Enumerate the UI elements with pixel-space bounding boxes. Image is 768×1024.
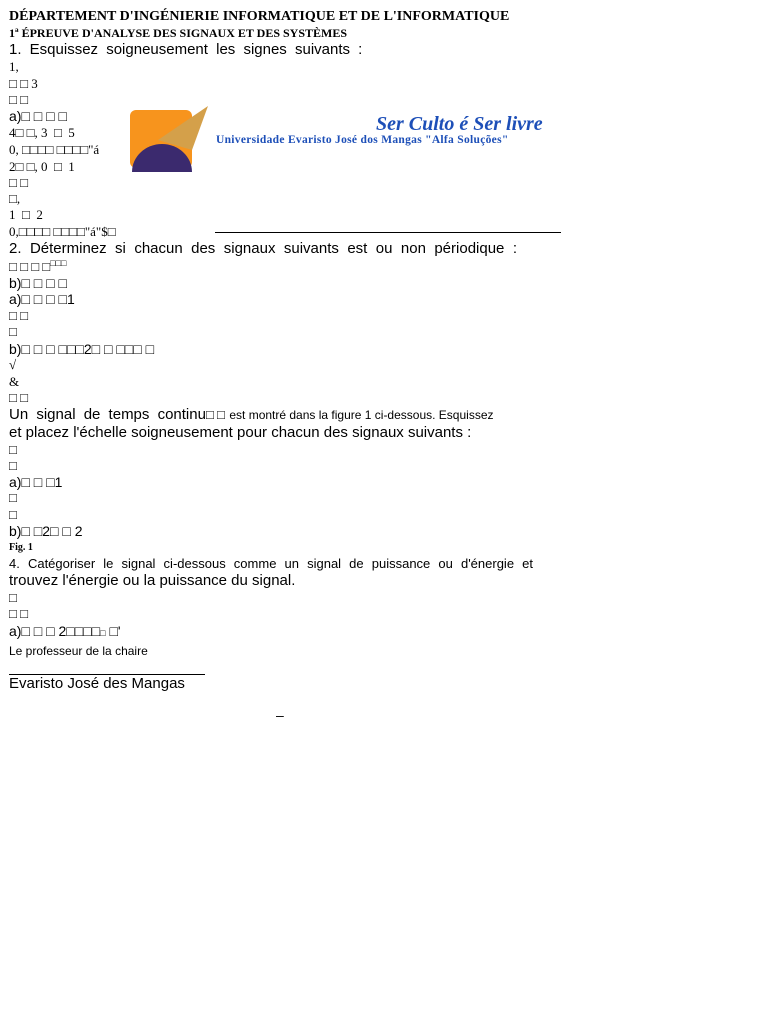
q1-line: 4□ □, 3 □ 5 <box>9 125 75 140</box>
department-heading: DÉPARTEMENT D'INGÉNIERIE INFORMATIQUE ET DE L'INFORMATIQUE <box>9 9 510 24</box>
q2-line: a)□ □ □ □1 <box>9 291 75 307</box>
q2-line: □ <box>9 324 17 339</box>
q1-line: 2□ □, 0 □ 1 <box>9 159 75 174</box>
q3-line: □ <box>9 507 17 522</box>
university-motto: Ser Culto é Ser livre <box>376 113 543 135</box>
question-3-intro <box>9 407 494 423</box>
q4-line <box>9 624 121 638</box>
q2-line: □ □ <box>9 308 28 323</box>
q4-line-end: □' <box>109 623 121 639</box>
page-dash: – <box>276 707 284 723</box>
q3-line: a)□ □ □1 <box>9 474 63 490</box>
q3-line: b)□ □2□ □ 2 <box>9 523 83 539</box>
q2-line: □ □ <box>9 390 28 405</box>
header-divider <box>215 232 561 233</box>
q1-line: 0,□□□□ □□□□"á"$□ <box>9 224 116 239</box>
figure-1-label: Fig. 1 <box>9 542 33 553</box>
q2-line-superscript: □□□ <box>50 258 67 268</box>
question-1-title: 1. Esquissez soigneusement les signes suivants : <box>9 41 363 58</box>
q1-line: 0, □□□□ □□□□"á <box>9 142 100 157</box>
question-4-line1: 4. Catégoriser le signal ci-dessous comme un signal de puissance ou d'énergie et <box>9 556 533 571</box>
professor-role: Le professeur de la chaire <box>9 644 148 658</box>
q4-line: □ <box>9 590 17 605</box>
q3-intro-text: Un signal de temps continu <box>9 406 206 423</box>
q1-line: □, <box>9 191 21 206</box>
q3-line: □ <box>9 458 17 473</box>
q3-intro-glyphs: □ □ <box>205 407 225 422</box>
q2-line: √ <box>9 357 17 372</box>
exam-heading: 1ª ÉPREUVE D'ANALYSE DES SIGNAUX ET DES SYSTÈMES <box>9 26 348 40</box>
question-2-title: 2. Déterminez si chacun des signaux suivants est ou non périodique : <box>9 240 517 257</box>
question-3-line2: et placez l'échelle soigneusement pour chacun des signaux suivants : <box>9 424 472 441</box>
q4-line: □ □ <box>9 606 28 621</box>
q1-line: 1, <box>9 59 19 74</box>
q1-line: 1 □ 2 <box>9 207 43 222</box>
q2-line: & <box>9 374 20 389</box>
q4-subscript: □ <box>100 628 106 638</box>
question-4-line2: trouvez l'énergie ou la puissance du signal. <box>9 572 296 589</box>
q2-line-text: □ □ □ □ <box>9 259 51 274</box>
q2-line: b)□ □ □ □ <box>9 275 67 291</box>
q3-line: □ <box>9 490 17 505</box>
university-logo <box>128 106 208 176</box>
q4-line-text: a)□ □ □ 2□□□□ <box>9 623 101 639</box>
q1-line: a)□ □ □ □ <box>9 108 67 124</box>
q1-line: □ □ <box>9 175 28 190</box>
q2-line: b)□ □ □ □□□2□ □ □□□ □ <box>9 341 155 357</box>
q3-line: □ <box>9 442 17 457</box>
q1-line: □ □ 3 <box>9 76 38 91</box>
university-name: Universidade Evaristo José dos Mangas "Alfa Soluções" <box>216 134 509 146</box>
q3-intro-small: est montré dans la figure 1 ci-dessous. Esquissez <box>229 408 494 422</box>
q2-line <box>9 259 66 273</box>
professor-name: Evaristo José des Mangas <box>9 675 185 692</box>
q1-line: □ □ <box>9 92 28 107</box>
